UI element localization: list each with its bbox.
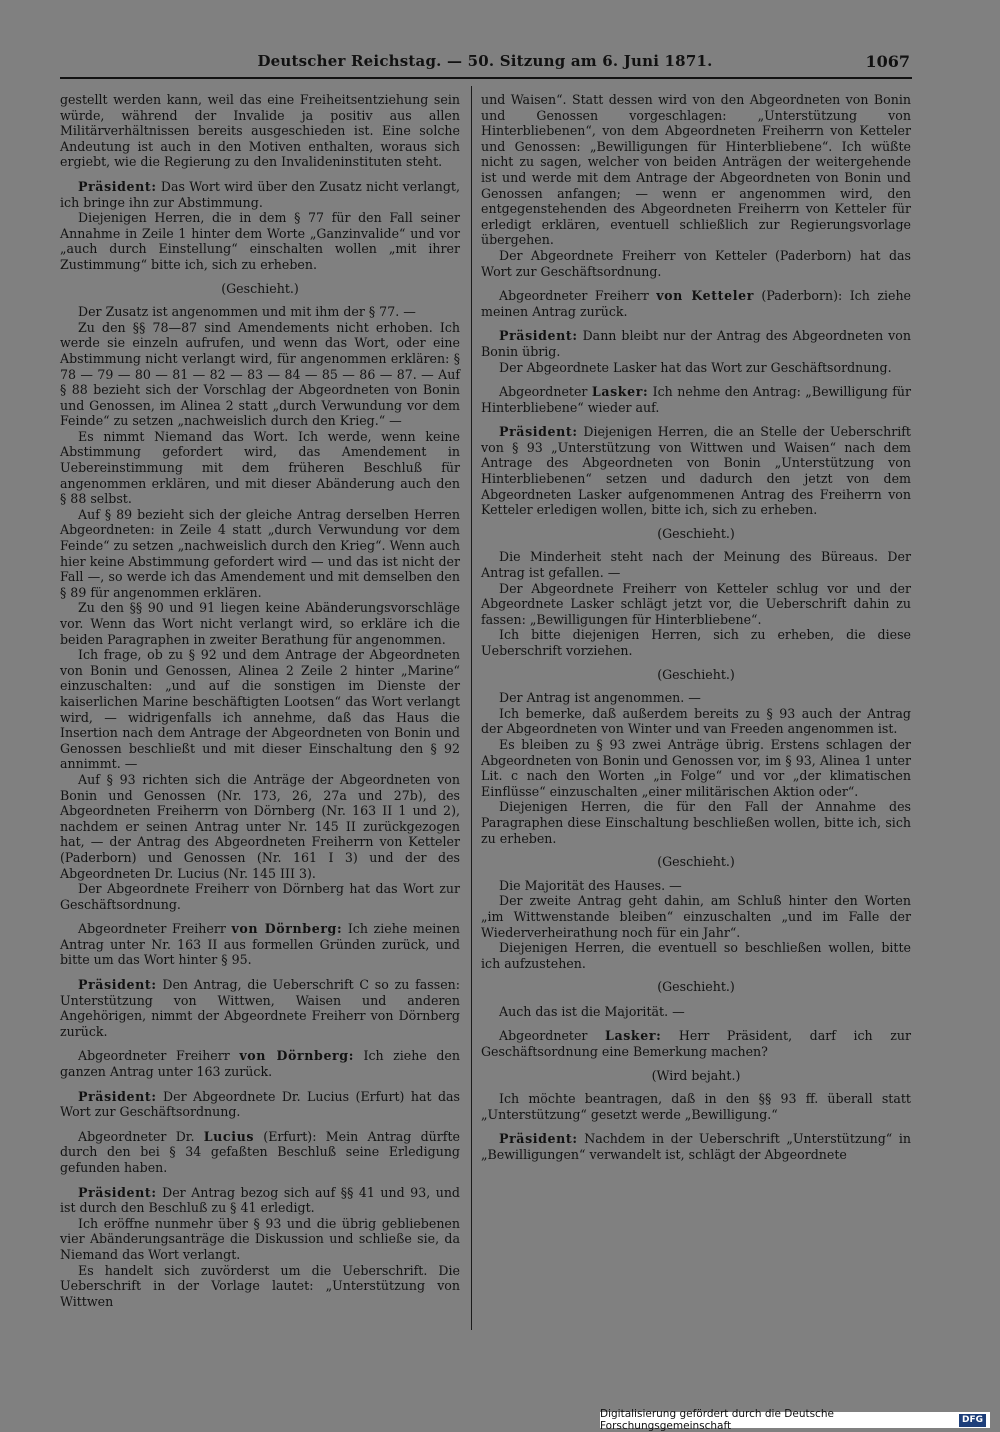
paragraph xyxy=(481,92,911,248)
paragraph-text: Der Antrag bezog sich auf §§ 41 und 93, und ist durch den Beschluß zu § 41 erledigt. xyxy=(60,1184,460,1216)
stage-direction: (Geschieht.) xyxy=(221,280,299,296)
paragraph-text: Ich ziehe meinen Antrag unter Nr. 163 II aus formellen Gründen zurück, und bitte um das Wort hinter § 95. xyxy=(60,921,460,968)
paragraph-text: Diejenigen Herren, die für den Fall der Annahme des Paragraphen diese Einschaltung beschließen wollen, bitte ich, sich zu erheben. xyxy=(481,799,911,846)
paragraph xyxy=(481,549,911,580)
paragraph-text: Auch das ist die Majorität. — xyxy=(499,1003,685,1019)
paragraph-text: und Waisen“. Statt dessen wird von den Abgeordneten von Bonin und Genossen vorgeschlagen: „Unterstützung von Hinterbliebenen“, von dem Abgeordneten Freiherrn von Ketteler und Genossen: „Bewilligungen für Hinterbliebene“. Ich wüßte nicht zu sagen, welcher von beiden Anträgen der weitergehende ist und werde mit dem Antrage der Abgeordneten von Bonin und Genossen anfangen; — wenn er angenommen wird, den entgegenstehenden des Abgeordneten Freiherrn von Ketteler für erledigt erklären, eventuell schließlich zur Regierungsvorlage übergehen. xyxy=(481,92,911,248)
paragraph-text: Die Minderheit steht nach der Meinung des Büreaus. Der Antrag ist gefallen. — xyxy=(481,549,911,581)
paragraph-text: gestellt werden kann, weil das eine Freiheitsentziehung sein würde, während der Invalide ja positiv aus allen Militärverhältnissen bereits ausgeschieden ist. Eine solche Andeutung ist auch in den Motiven enthalten, woraus sich ergiebt, wie die Regierung zu den Invalideninstituten steht. xyxy=(60,92,460,170)
paragraph-text: Nachdem in der Ueberschrift „Unterstützung“ in „Bewilligungen“ verwandelt ist, schlägt der Abgeordnete xyxy=(481,1131,911,1163)
paragraph-text: Der Abgeordnete Dr. Lucius (Erfurt) hat das Wort zur Geschäftsordnung. xyxy=(60,1088,460,1120)
paragraph xyxy=(481,627,911,658)
stage-direction: (Geschieht.) xyxy=(657,854,735,870)
speaker-prefix: Abgeordneter xyxy=(499,1028,605,1044)
paragraph xyxy=(481,940,911,971)
paragraph-text: Das Wort wird über den Zusatz nicht verlangt, ich bringe ihn zur Abstimmung. xyxy=(60,178,460,210)
paragraph-text: Zu den §§ 90 und 91 liegen keine Abänderungsvorschläge vor. Wenn das Wort nicht verlangt wird, so erkläre ich die beiden Paragraphen in zweiter Berathung für angenommen. xyxy=(60,600,460,647)
paragraph-text: Der Abgeordnete Lasker hat das Wort zur Geschäftsordnung. xyxy=(499,359,892,375)
paragraph-text: (Erfurt): Mein Antrag dürfte durch den bei § 34 gefaßten Beschluß seine Erledigung gefunden haben. xyxy=(60,1128,460,1175)
stage-direction: (Wird bejaht.) xyxy=(651,1067,741,1083)
speaker-name: Lasker: xyxy=(605,1028,662,1044)
paragraph xyxy=(481,1091,911,1122)
speech-paragraph xyxy=(60,1089,460,1120)
stage-direction: (Geschieht.) xyxy=(657,525,735,541)
paragraph-text: Auf § 89 bezieht sich der gleiche Antrag derselben Herren Abgeordneten: in Zeile 4 statt „durch Verwundung vor dem Feinde“ zu setzen „nachweislich durch den Krieg“. Wenn auch hier keine Abstimmung gefordert wird — und das ist nicht der Fall —, so werde ich das Amendement und mit demselben den § 89 für angenommen erklären. xyxy=(60,506,460,600)
speaker-prefix: Abgeordneter Freiherr xyxy=(499,288,657,304)
speaker-name: Präsident: xyxy=(78,178,157,194)
speech-paragraph xyxy=(481,1131,911,1162)
right-column xyxy=(481,92,911,1163)
paragraph xyxy=(60,1216,460,1263)
speaker-name: von Ketteler xyxy=(656,288,754,304)
paragraph-text: Diejenigen Herren, die eventuell so beschließen wollen, bitte ich aufzustehen. xyxy=(481,940,911,971)
paragraph-text: Es handelt sich zuvörderst um die Ueberschrift. Die Ueberschrift in der Vorlage lautet: „Unterstützung von Wittwen xyxy=(60,1262,460,1309)
paragraph-text: Der zweite Antrag geht dahin, am Schluß hinter den Worten „im Wittwenstande bleiben“ einzuschalten „und im Falle der Wiederverheirathung noch für ein Jahr“. xyxy=(481,893,911,940)
speaker-name: von Dörnberg: xyxy=(239,1048,354,1064)
paragraph xyxy=(481,248,911,279)
paragraph xyxy=(481,581,911,628)
speech-paragraph xyxy=(60,921,460,968)
paragraph xyxy=(60,429,460,507)
paragraph-text: Der Abgeordnete Freiherr von Dörnberg hat das Wort zur Geschäftsordnung. xyxy=(60,881,460,912)
speech-paragraph xyxy=(60,1129,460,1176)
speaker-prefix: Abgeordneter xyxy=(499,384,592,400)
paragraph-text: Die Majorität des Hauses. — xyxy=(499,877,682,893)
stage-direction: (Geschieht.) xyxy=(657,979,735,995)
paragraph xyxy=(481,737,911,799)
paragraph-text: Zu den §§ 78—87 sind Amendements nicht erhoben. Ich werde sie einzeln aufrufen, und wenn das Wort, oder eine Abstimmung nicht verlangt wird, für angenommen erklären: § 78 — 79 — 80 — 81 — 82 — 83 — 84 — 85 — 86 — 87. — Auf § 88 bezieht sich der Vorschlag der Abgeordneten von Bonin und Genossen, im Alinea 2 statt „durch Verwundung vor dem Feinde“ zu setzen „nachweislich durch den Krieg.“ — xyxy=(60,319,460,429)
paragraph-text: Herr Präsident, darf ich zur Geschäftsordnung eine Bemerkung machen? xyxy=(481,1028,911,1060)
paragraph xyxy=(60,304,460,320)
speaker-prefix: Abgeordneter Freiherr xyxy=(78,1048,240,1064)
paragraph-text: Ich nehme den Antrag: „Bewilligung für Hinterbliebene“ wieder auf. xyxy=(481,384,912,415)
paragraph-text: Der Antrag ist angenommen. — xyxy=(499,690,701,706)
column-divider xyxy=(471,86,472,1330)
paragraph xyxy=(60,210,460,272)
speech-paragraph xyxy=(481,288,911,319)
paragraph-text: Ich bemerke, daß außerdem bereits zu § 93 auch der Antrag der Abgeordneten von Winter und van Freeden angenommen ist. xyxy=(481,705,911,737)
paragraph xyxy=(481,1004,911,1020)
stage-direction: (Geschieht.) xyxy=(657,666,735,682)
page-header xyxy=(60,52,910,76)
paragraph xyxy=(481,799,911,846)
paragraph-text: Dann bleibt nur der Antrag des Abgeordneten von Bonin übrig. xyxy=(481,328,911,359)
dfg-logo: DFG xyxy=(959,1414,986,1427)
speaker-name: Präsident: xyxy=(78,1088,157,1104)
speech-paragraph xyxy=(60,977,460,1039)
paragraph xyxy=(481,893,911,940)
speaker-name: Präsident: xyxy=(78,1184,157,1200)
speaker-prefix: Abgeordneter Dr. xyxy=(78,1128,204,1144)
footer-banner xyxy=(600,1408,990,1432)
header-title: Deutscher Reichstag. — 50. Sitzung am 6. Juni 1871. xyxy=(257,52,713,70)
paragraph-text: Diejenigen Herren, die an Stelle der Ueberschrift von § 93 „Unterstützung von Wittwen und Waisen“ nach dem Antrage des Abgeordneten von Bonin „Unterstützung von Hinterbliebenen“ setzen und dadurch den jetzt von dem Abgeordneten Lasker aufgenommenen Antrag des Freiherrn von Ketteler erledigen wollen, bitte ich, sich zu erheben. xyxy=(481,424,911,518)
speaker-prefix: Abgeordneter Freiherr xyxy=(78,921,232,937)
paragraph-text: Der Abgeordnete Freiherr von Ketteler schlug vor und der Abgeordnete Lasker schlägt jetzt vor, die Ueberschrift dahin zu fassen: „Bewilligungen für Hinterbliebene“. xyxy=(481,580,911,627)
paragraph xyxy=(60,320,460,429)
speaker-name: von Dörnberg: xyxy=(231,921,343,937)
speech-paragraph xyxy=(481,424,911,518)
paragraph-text: Diejenigen Herren, die in dem § 77 für den Fall seiner Annahme in Zeile 1 hinter dem Worte „Ganzinvalide“ und vor „auch durch Einstellung“ einschalten wollen „mit ihrer Zustimmung“ bitte ich, sich zu erheben. xyxy=(60,210,460,272)
paragraph-text: Der Abgeordnete Freiherr von Ketteler (Paderborn) hat das Wort zur Geschäftsordnung. xyxy=(481,247,911,279)
speech-paragraph xyxy=(481,384,911,415)
paragraph-text: Es nimmt Niemand das Wort. Ich werde, wenn keine Abstimmung gefordert wird, das Amendement in Uebereinstimmung mit dem früheren Beschluß für angenommen erklären, und mit dieser Abänderung auch den § 88 selbst. xyxy=(60,428,460,507)
speaker-name: Präsident: xyxy=(78,977,157,993)
speaker-name: Präsident: xyxy=(499,328,578,344)
paragraph xyxy=(481,360,911,376)
paragraph xyxy=(60,772,460,881)
speaker-name: Präsident: xyxy=(499,1131,578,1147)
left-column xyxy=(60,92,460,1309)
paragraph-text: Den Antrag, die Ueberschrift C so zu fassen: Unterstützung von Wittwen, Waisen und anderen Angehörigen, nimmt der Abgeordnete Freiherr von Dörnberg zurück. xyxy=(60,977,460,1039)
paragraph-text: Es bleiben zu § 93 zwei Anträge übrig. Erstens schlagen der Abgeordneten von Bonin und Genossen vor, im § 93, Alinea 1 unter Lit. c nach den Worten „in Folge“ und vor „der klimatischen Einflüsse“ einzuschalten „einer militärischen Aktion oder“. xyxy=(481,736,911,799)
speaker-name: Lucius xyxy=(203,1128,255,1144)
speaker-name: Präsident: xyxy=(499,424,578,440)
paragraph-text: Auf § 93 richten sich die Anträge der Abgeordneten von Bonin und Genossen (Nr. 173, 26, 27a und 27b), des Abgeordneten Freiherrn von Dörnberg (Nr. 163 II 1 und 2), nachdem er seinen Antrag unter Nr. 145 II zurückgezogen hat, — der Antrag des Abgeordneten Freiherrn von Ketteler (Paderborn) und Genossen (Nr. 161 I 3) und der des Abgeordneten Dr. Lucius (Nr. 145 III 3). xyxy=(60,771,460,881)
paragraph xyxy=(60,881,460,912)
page-number: 1067 xyxy=(865,52,910,71)
paragraph xyxy=(481,706,911,737)
paragraph-text: Ich ziehe den ganzen Antrag unter 163 zurück. xyxy=(60,1048,460,1080)
speech-paragraph xyxy=(60,1185,460,1216)
speech-paragraph xyxy=(481,1028,911,1059)
paragraph xyxy=(481,690,911,706)
footer-text: Digitalisierung gefördert durch die Deutsche Forschungsgemeinschaft xyxy=(600,1408,834,1432)
paragraph-text: Ich möchte beantragen, daß in den §§ 93 ff. überall statt „Unterstützung“ gesetzt werde „Bewilligung.“ xyxy=(481,1091,911,1122)
speech-paragraph xyxy=(481,328,911,359)
header-rule xyxy=(60,77,912,79)
paragraph xyxy=(60,1263,460,1310)
paragraph-text: Ich bitte diejenigen Herren, sich zu erheben, die diese Ueberschrift vorziehen. xyxy=(481,627,911,658)
speaker-name: Lasker: xyxy=(591,384,649,400)
paragraph-text: Der Zusatz ist angenommen und mit ihm der § 77. — xyxy=(78,304,416,320)
speech-paragraph xyxy=(60,1048,460,1079)
paragraph xyxy=(60,92,460,170)
speech-paragraph xyxy=(60,179,460,210)
paragraph xyxy=(60,600,460,647)
paragraph-text: Ich eröffne nunmehr über § 93 und die übrig gebliebenen vier Abänderungsanträge die Diskussion und schließe sie, da Niemand das Wort verlangt. xyxy=(60,1215,460,1262)
paragraph xyxy=(60,647,460,772)
paragraph-text: (Paderborn): Ich ziehe meinen Antrag zurück. xyxy=(481,288,912,319)
paragraph xyxy=(481,878,911,894)
paragraph-text: Ich frage, ob zu § 92 und dem Antrage der Abgeordneten von Bonin und Genossen, Alinea 2 Zeile 2 hinter „Marine“ einzuschalten: „und auf die sonstigen im Dienste der kaiserlichen Marine beschäftigten Lootsen“ das Wort verlangt wird, — widrigenfalls ich annehme, daß das Haus die Insertion nach dem Antrage der Abgeordneten von Bonin und Genossen beschließt und mit dieser Einschaltung den § 92 annimmt. — xyxy=(60,647,460,772)
paragraph xyxy=(60,507,460,601)
